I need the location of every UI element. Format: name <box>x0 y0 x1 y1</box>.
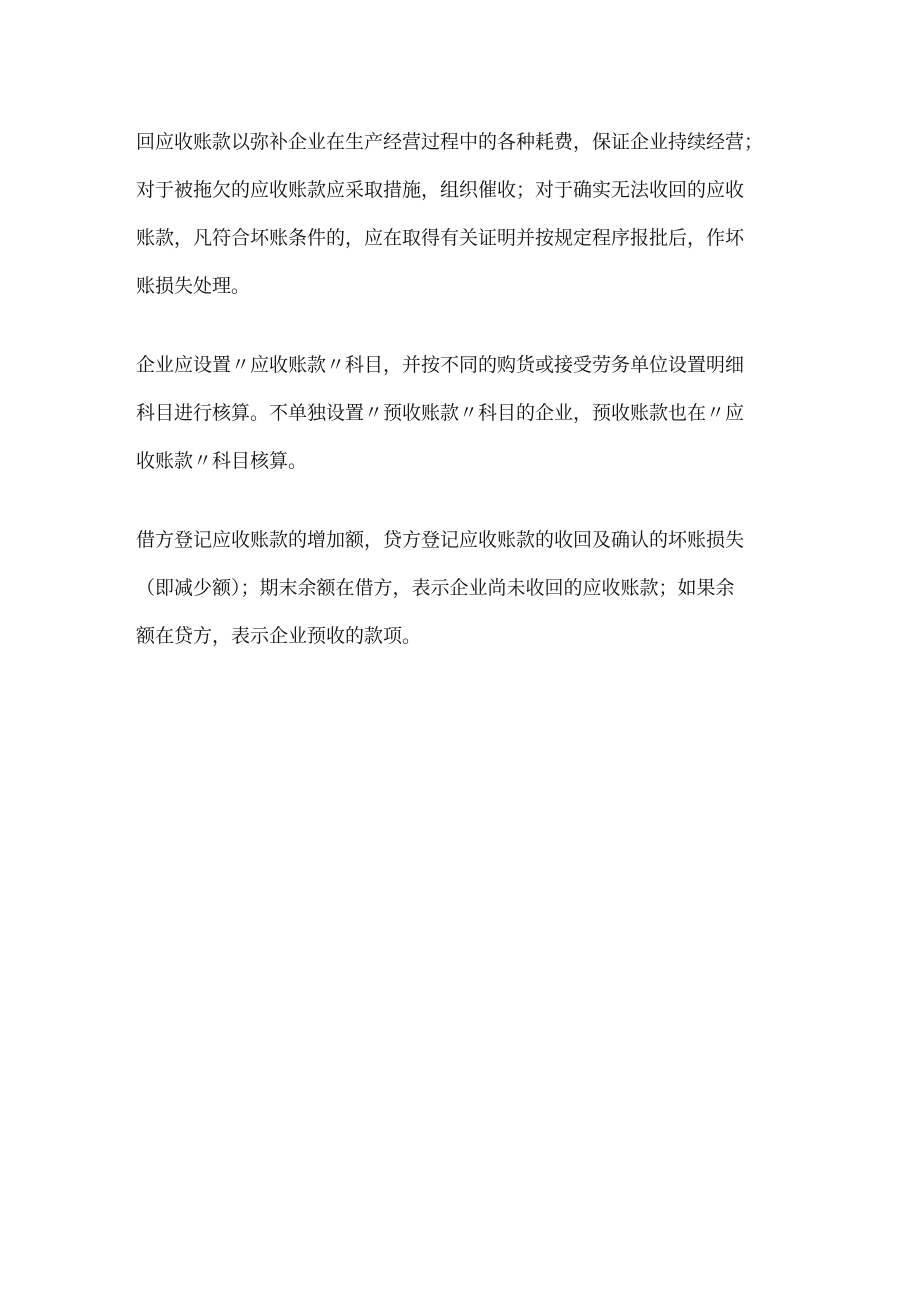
paragraph-line: 账款，凡符合坏账条件的，应在取得有关证明并按规定程序报批后，作坏 <box>136 227 745 249</box>
paragraph-3 <box>136 516 786 660</box>
paragraph-line: 企业应设置〃应收账款〃科目，并按不同的购货或接受劳务单位设置明细 <box>136 354 745 376</box>
paragraph-line: 对于被拖欠的应收账款应采取措施，组织催收；对于确实无法收回的应收 <box>136 179 745 201</box>
paragraph-2 <box>136 341 786 485</box>
paragraph-line: 额在贷方，表示企业预收的款项。 <box>136 625 422 647</box>
paragraph-line: 账损失处理。 <box>136 275 251 297</box>
document-body <box>136 118 786 691</box>
paragraph-line: 科目进行核算。不单独设置〃预收账款〃科目的企业，预收账款也在〃应 <box>136 402 745 424</box>
paragraph-line: 收账款〃科目核算。 <box>136 450 308 472</box>
paragraph-line: 回应收账款以弥补企业在生产经营过程中的各种耗费，保证企业持续经营； <box>136 131 764 153</box>
paragraph-line: 借方登记应收账款的增加额，贷方登记应收账款的收回及确认的坏账损失 <box>136 529 745 551</box>
paragraph-line: （即减少额）；期末余额在借方，表示企业尚未收回的应收账款；如果余 <box>136 577 735 599</box>
paragraph-1 <box>136 118 786 310</box>
